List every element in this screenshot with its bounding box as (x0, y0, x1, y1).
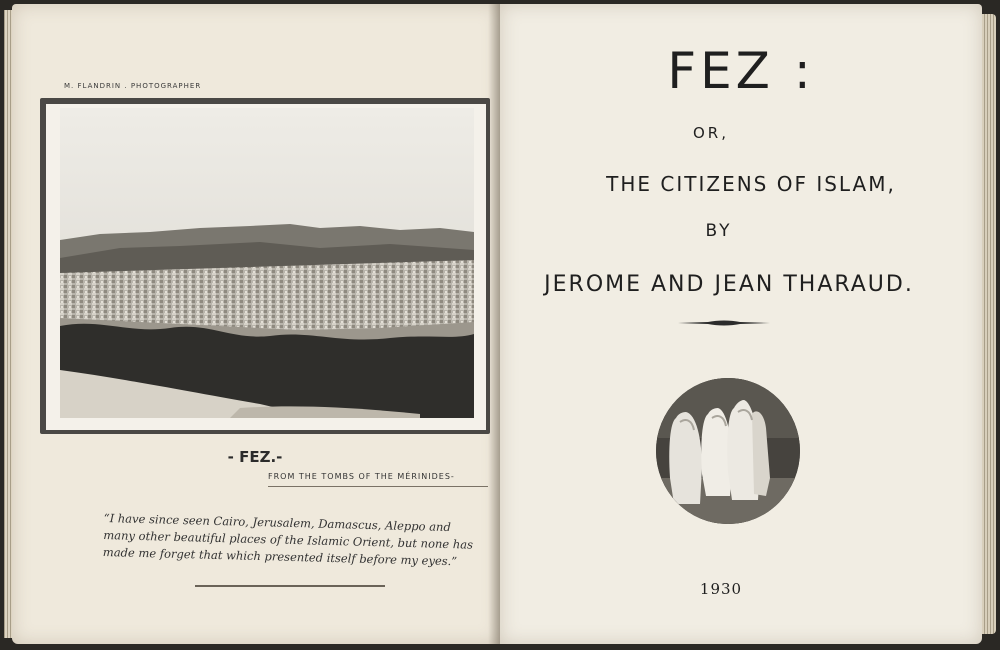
caption-title: - FEZ.- (227, 448, 283, 466)
book-authors: JEROME AND JEAN THARAUD. (544, 272, 914, 297)
title-or: OR, (693, 124, 729, 142)
caption-subtitle: FROM THE TOMBS OF THE MÉRINIDES- (268, 472, 455, 481)
quote-underline (195, 585, 385, 587)
title-ornament (678, 319, 770, 327)
page-edges-right (982, 14, 996, 634)
fez-panorama-photo (60, 108, 474, 418)
photographer-credit: M. FLANDRIN . PHOTOGRAPHER (64, 82, 202, 90)
title-by: BY (705, 221, 733, 241)
caption-underline (268, 486, 488, 487)
book-subtitle: THE CITIZENS OF ISLAM, (606, 172, 896, 196)
publication-year: 1930 (699, 580, 743, 598)
book-title: FEZ : (667, 42, 815, 100)
veiled-figures-medallion-photo (656, 378, 800, 524)
handwritten-quote: “I have since seen Cairo, Jerusalem, Damascus, Aleppo and many other beautiful places of the Islamic Orient, but none has made me forget that which presented itself before my eyes.” (102, 510, 474, 569)
